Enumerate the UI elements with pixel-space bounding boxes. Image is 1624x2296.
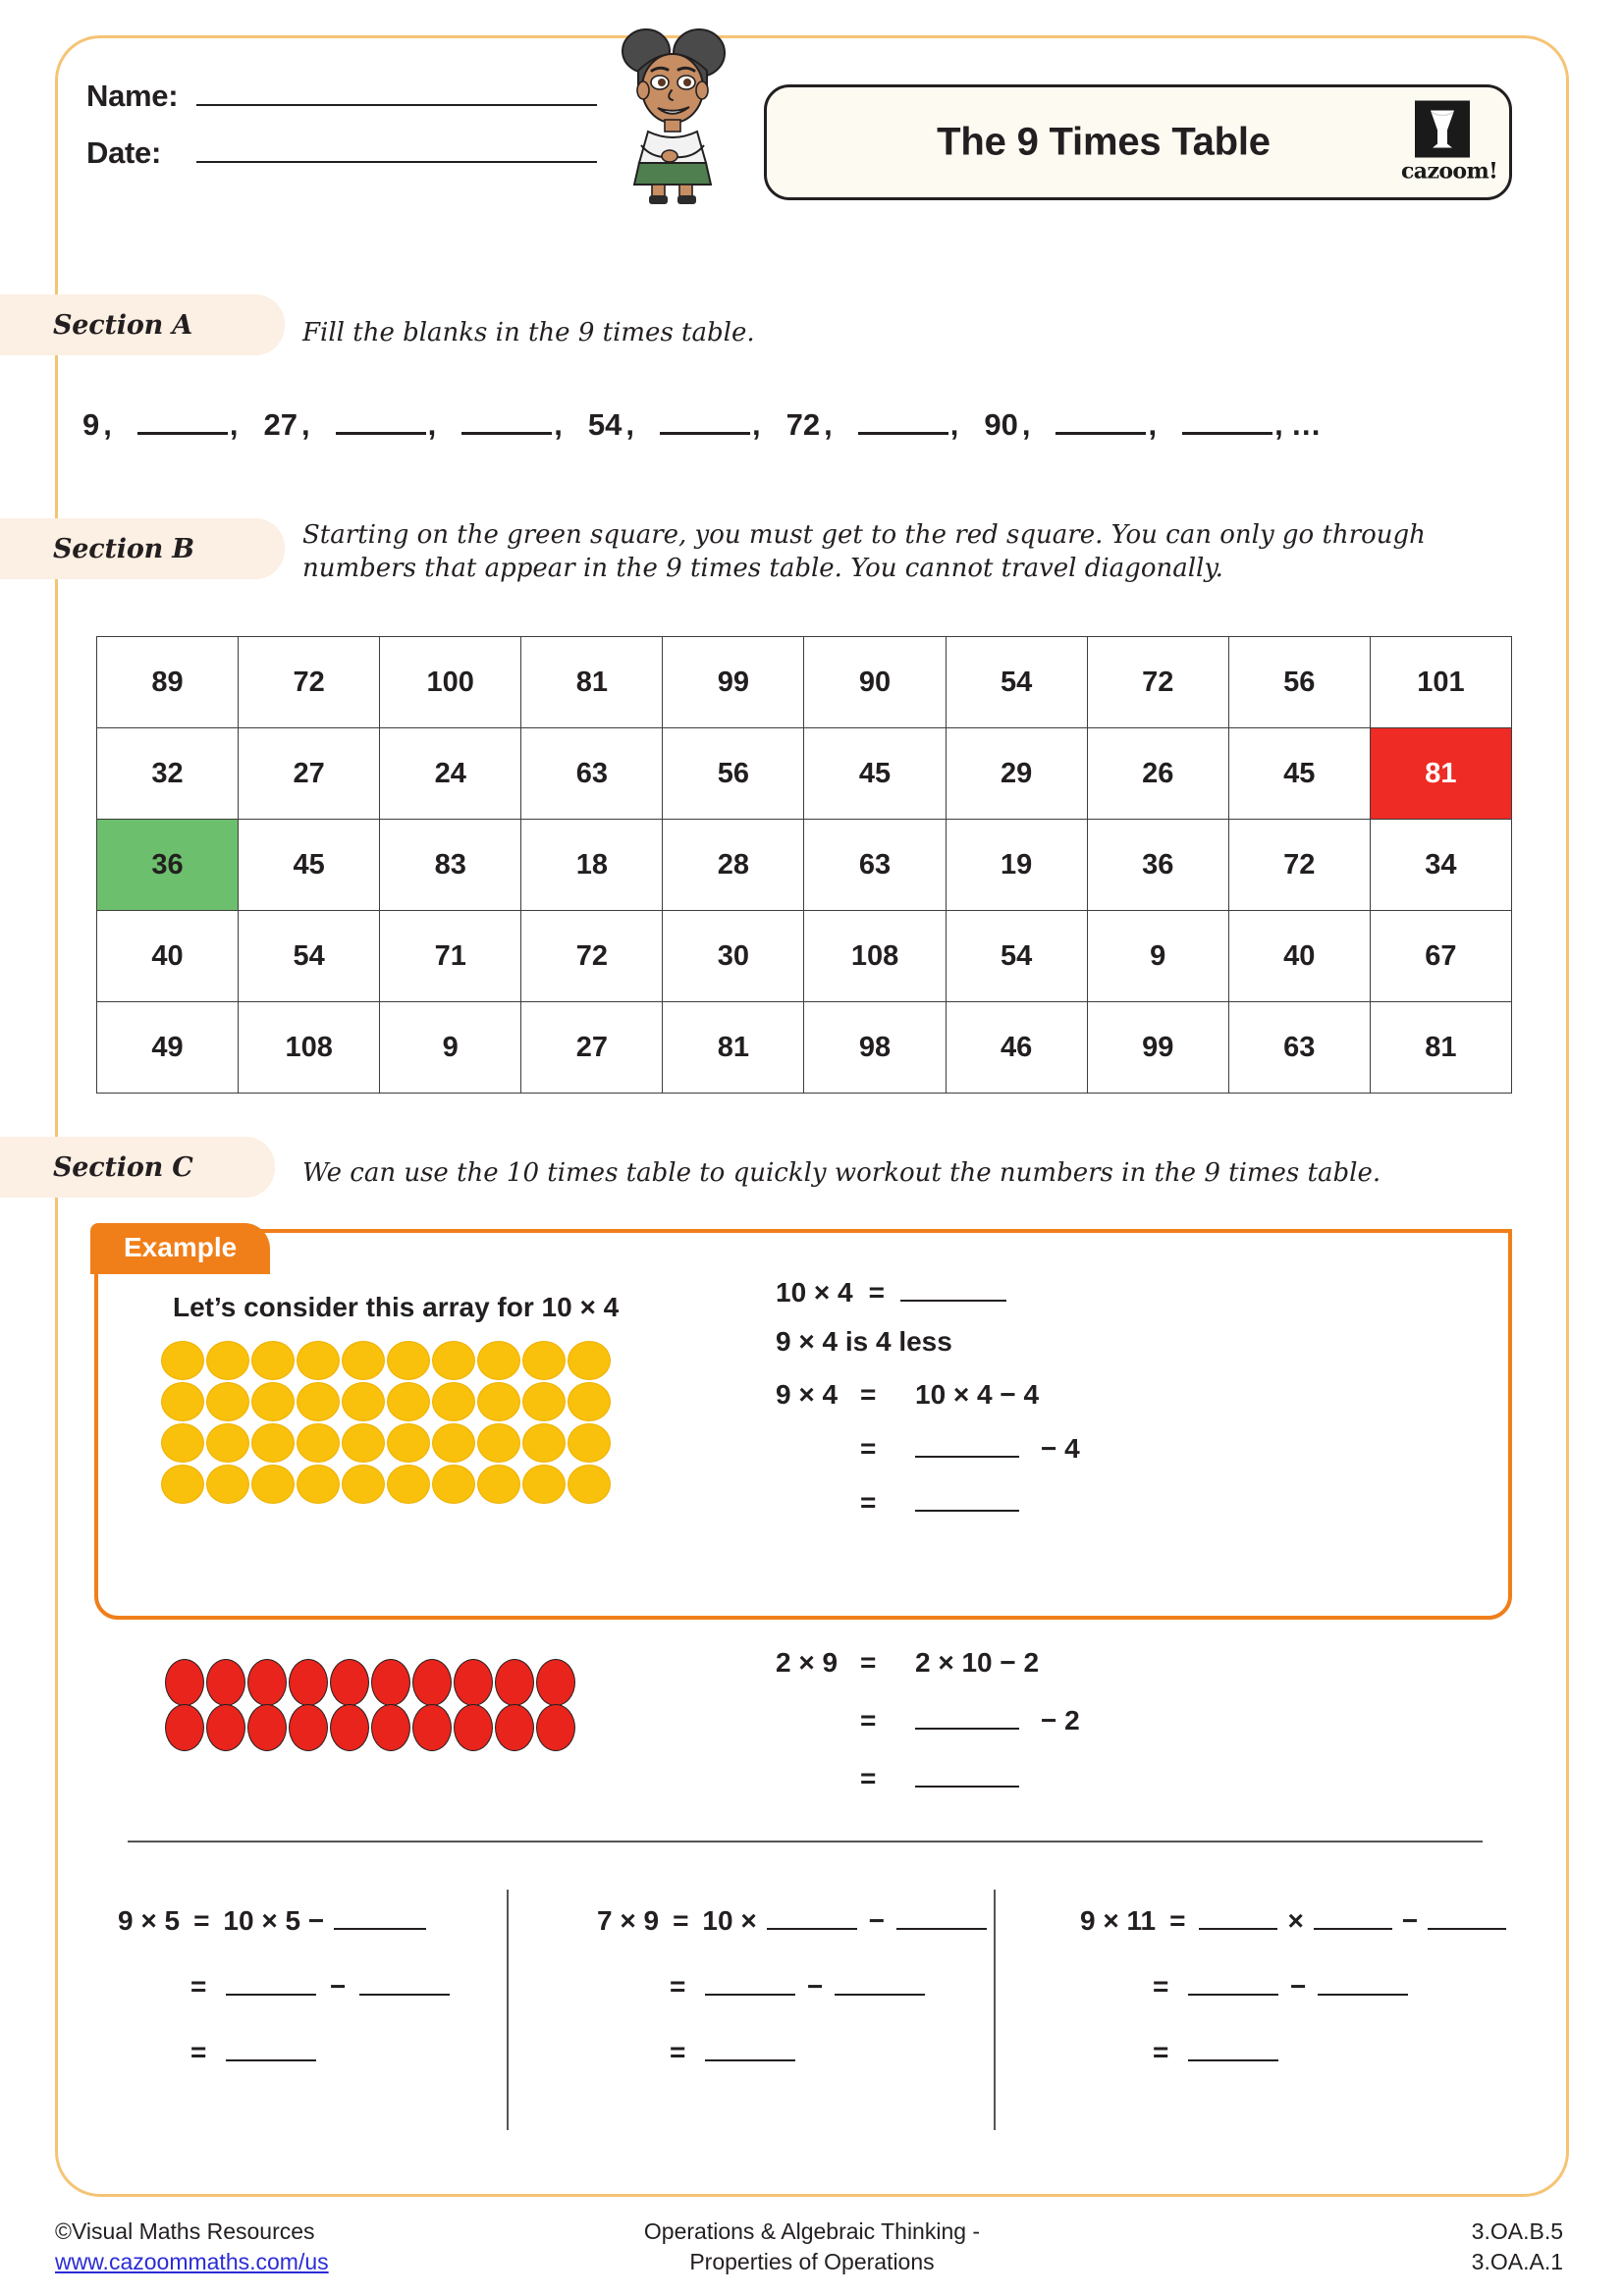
grid-cell[interactable]: 9	[1087, 911, 1228, 1002]
grid-cell[interactable]: 54	[946, 637, 1087, 728]
example-eq-line-4	[776, 1432, 1080, 1465]
grid-cell-start[interactable]: 36	[97, 820, 239, 911]
example-eq3-equals: =	[860, 1379, 877, 1410]
footer-right	[1472, 2216, 1563, 2277]
dot	[342, 1341, 385, 1380]
footer-copyright: ©Visual Maths Resources	[55, 2218, 315, 2244]
exercise-2-blank-e[interactable]	[705, 2036, 795, 2061]
grid-cell[interactable]: 28	[663, 820, 804, 911]
dot	[522, 1382, 566, 1421]
grid-cell[interactable]: 67	[1370, 911, 1511, 1002]
grid-cell[interactable]: 45	[804, 728, 946, 820]
exercise-2-row2-equals: =	[670, 1971, 686, 2002]
grid-cell[interactable]: 26	[1087, 728, 1228, 820]
section-a-pill	[0, 294, 285, 355]
grid-cell[interactable]: 54	[946, 911, 1087, 1002]
exercise-2-line-3	[597, 2036, 987, 2068]
dot	[161, 1465, 204, 1504]
dot	[477, 1341, 520, 1380]
exercise-1-blank-c[interactable]	[359, 1970, 450, 1996]
section-b-pill	[0, 518, 285, 579]
worksheet-footer	[55, 2216, 1569, 2285]
exercise-1-line-2	[118, 1970, 450, 2002]
dot	[454, 1704, 493, 1751]
dot	[206, 1382, 249, 1421]
section-a-prompt: Fill the blanks in the 9 times table.	[302, 318, 755, 347]
footer-standard-line-1: Operations & Algebraic Thinking -	[643, 2218, 981, 2244]
dot-row	[161, 1423, 611, 1463]
exercise-3-row2-equals: =	[1153, 1971, 1169, 2002]
grid-cell[interactable]: 56	[663, 728, 804, 820]
dot	[495, 1704, 534, 1751]
grid-row	[97, 911, 1512, 1002]
grid-cell[interactable]: 72	[1087, 637, 1228, 728]
red-eq-line-2	[776, 1704, 1080, 1736]
seq-blank-11[interactable]	[1182, 406, 1272, 435]
dot	[297, 1382, 340, 1421]
seq-value-0: 9	[82, 407, 100, 442]
exercise-3-row2-minus: −	[1290, 1971, 1307, 2002]
seq-value-7: 72	[785, 407, 821, 442]
exercise-3-blank-e[interactable]	[1318, 1970, 1408, 1996]
example-eq3-rhs: 10 × 4 − 4	[915, 1379, 1040, 1410]
red-dot-array	[165, 1659, 575, 1751]
dot	[412, 1659, 452, 1706]
seq-blank-4[interactable]	[461, 406, 552, 435]
date-row	[86, 135, 597, 171]
date-label: Date:	[86, 135, 162, 170]
dot	[247, 1659, 287, 1706]
exercise-3-line-2	[1080, 1970, 1506, 2002]
grid-cell[interactable]: 9	[380, 1002, 521, 1094]
footer-center	[644, 2216, 980, 2277]
example-eq3-lhs: 9 × 4	[776, 1379, 839, 1410]
dot	[568, 1341, 611, 1380]
grid-cell[interactable]: 54	[239, 911, 380, 1002]
seq-blank-8[interactable]	[858, 406, 948, 435]
dot	[454, 1659, 493, 1706]
grid-cell[interactable]: 72	[1228, 820, 1370, 911]
exercise-3-blank-d[interactable]	[1188, 1970, 1278, 1996]
grid-cell[interactable]: 34	[1370, 820, 1511, 911]
grid-row	[97, 1002, 1512, 1094]
page-title: The 9 Times Table	[937, 120, 1271, 164]
grid-cell[interactable]: 63	[804, 820, 946, 911]
grid-cell[interactable]: 100	[380, 637, 521, 728]
dot	[568, 1382, 611, 1421]
exercise-1-line-3	[118, 2036, 450, 2068]
seq-ellipsis: …	[1290, 407, 1322, 442]
example-eq1-equals: =	[868, 1277, 885, 1308]
dot	[432, 1382, 475, 1421]
section-b-label: Section B	[53, 533, 194, 564]
dot-row	[161, 1465, 611, 1504]
grid-cell[interactable]: 72	[521, 911, 663, 1002]
red-eq1-rhs: 2 × 10 − 2	[915, 1647, 1040, 1678]
red-eq2-equals: =	[860, 1705, 877, 1735]
grid-cell[interactable]: 24	[380, 728, 521, 820]
exercise-3	[1080, 1904, 1506, 2086]
exercise-1-blank-d[interactable]	[226, 2036, 316, 2061]
grid-cell[interactable]: 45	[239, 820, 380, 911]
exercise-1-row2-minus: −	[330, 1971, 347, 2002]
grid-cell[interactable]: 45	[1228, 728, 1370, 820]
dot	[251, 1423, 295, 1463]
exercise-2-blank-c[interactable]	[705, 1970, 795, 1996]
dot	[522, 1423, 566, 1463]
dot	[522, 1465, 566, 1504]
date-input-line[interactable]	[196, 135, 597, 163]
example-eq-line-1	[776, 1276, 1080, 1308]
seq-blank-6[interactable]	[660, 406, 750, 435]
red-eq-line-1	[776, 1647, 1080, 1679]
dot	[432, 1423, 475, 1463]
column-divider-1	[507, 1890, 509, 2130]
cazoom-logo	[1401, 101, 1498, 185]
dot	[342, 1382, 385, 1421]
footer-url[interactable]: www.cazoommaths.com/us	[55, 2249, 329, 2275]
grid-cell[interactable]: 81	[663, 1002, 804, 1094]
exercise-2-blank-d[interactable]	[835, 1970, 925, 1996]
red-eq3-equals: =	[860, 1763, 877, 1793]
dot	[289, 1659, 328, 1706]
dot	[297, 1341, 340, 1380]
array-caption: Let’s consider this array for 10 × 4	[173, 1292, 620, 1322]
example-eq2-text: 9 × 4 is 4 less	[776, 1326, 952, 1357]
grid-row	[97, 637, 1512, 728]
seq-blank-3[interactable]	[336, 406, 426, 435]
name-input-line[interactable]	[196, 79, 597, 106]
exercise-2-blank-a[interactable]	[767, 1904, 857, 1930]
grid-cell[interactable]: 108	[239, 1002, 380, 1094]
exercise-2-rhs-prefix: 10 ×	[702, 1905, 757, 1936]
exercise-3-blank-b[interactable]	[1314, 1904, 1392, 1930]
dot	[568, 1465, 611, 1504]
exercise-1-blank-b[interactable]	[226, 1970, 316, 1996]
exercise-2-row1-minus: −	[868, 1905, 886, 1936]
dot-row	[161, 1341, 611, 1380]
exercise-3-row1-times: ×	[1287, 1905, 1304, 1936]
grid-cell[interactable]: 71	[380, 911, 521, 1002]
section-c-prompt: We can use the 10 times table to quickly workout the numbers in the 9 times table.	[302, 1158, 1381, 1188]
horizontal-divider	[128, 1841, 1483, 1842]
grid-row	[97, 820, 1512, 911]
dot	[342, 1423, 385, 1463]
dot	[522, 1341, 566, 1380]
example-eq5-equals: =	[860, 1487, 877, 1518]
dot	[536, 1704, 575, 1751]
dot	[342, 1465, 385, 1504]
exercise-3-row3-equals: =	[1153, 2037, 1169, 2067]
exercise-3-line-1	[1080, 1904, 1506, 1937]
example-eq-line-3	[776, 1379, 1080, 1411]
example-equation-block	[776, 1276, 1080, 1536]
footer-standard-line-2: Properties of Operations	[689, 2249, 935, 2275]
grid-cell[interactable]: 81	[1370, 1002, 1511, 1094]
dot	[251, 1341, 295, 1380]
dot	[206, 1341, 249, 1380]
exercise-2-line-2	[597, 1970, 987, 2002]
dot	[330, 1659, 369, 1706]
grid-cell[interactable]: 29	[946, 728, 1087, 820]
dot	[536, 1659, 575, 1706]
exercise-1-blank-a[interactable]	[334, 1904, 426, 1930]
grid-cell[interactable]: 63	[521, 728, 663, 820]
exercise-3-row1-minus: −	[1401, 1905, 1419, 1936]
exercise-1-equals: =	[193, 1905, 210, 1936]
title-box	[764, 84, 1512, 200]
section-c-pill	[0, 1137, 275, 1198]
yellow-dot-array	[161, 1341, 611, 1504]
dot	[495, 1659, 534, 1706]
dot	[568, 1423, 611, 1463]
dot	[165, 1704, 204, 1751]
seq-value-5: 54	[587, 407, 623, 442]
grid-cell[interactable]: 90	[804, 637, 946, 728]
dot	[206, 1465, 249, 1504]
grid-cell[interactable]: 46	[946, 1002, 1087, 1094]
grid-cell[interactable]: 40	[1228, 911, 1370, 1002]
exercise-3-lhs: 9 × 11	[1080, 1905, 1157, 1936]
example-eq1-blank[interactable]	[900, 1276, 1006, 1302]
logo-wordmark: cazoom!	[1401, 158, 1498, 185]
name-row	[86, 79, 597, 114]
page-frame	[55, 35, 1569, 2197]
grid-cell[interactable]: 27	[239, 728, 380, 820]
seq-value-9: 90	[984, 407, 1018, 442]
grid-cell[interactable]: 18	[521, 820, 663, 911]
grid-cell[interactable]: 27	[521, 1002, 663, 1094]
example-eq1-lhs: 10 × 4	[776, 1277, 853, 1308]
dot	[432, 1465, 475, 1504]
dot	[477, 1423, 520, 1463]
dot	[387, 1341, 430, 1380]
dot	[387, 1382, 430, 1421]
name-label: Name:	[86, 79, 179, 113]
red-eq1-equals: =	[860, 1647, 877, 1678]
red-eq2-blank[interactable]	[915, 1704, 1019, 1730]
red-eq3-blank[interactable]	[915, 1762, 1019, 1788]
section-a-label: Section A	[53, 309, 193, 341]
grid-cell[interactable]: 36	[1087, 820, 1228, 911]
exercise-1-rhs-prefix: 10 × 5 −	[223, 1905, 325, 1936]
dot	[477, 1382, 520, 1421]
grid-cell[interactable]: 101	[1370, 637, 1511, 728]
dot-row	[161, 1382, 611, 1421]
example-eq4-minus: − 4	[1041, 1433, 1080, 1464]
section-b-prompt: Starting on the green square, you must get to the red square. You can only go through numbers that appear in the 9 times table. You cannot travel diagonally.	[302, 520, 1426, 584]
dot	[289, 1704, 328, 1751]
grid-cell[interactable]: 89	[97, 637, 239, 728]
exercise-1-line-1	[118, 1904, 450, 1937]
dot	[297, 1423, 340, 1463]
dot	[371, 1659, 410, 1706]
grid-cell-end[interactable]: 81	[1370, 728, 1511, 820]
nine-times-table-maze-grid	[96, 636, 1512, 1094]
worksheet-header	[0, 0, 1624, 226]
section-c-label: Section C	[53, 1151, 193, 1183]
dot	[251, 1465, 295, 1504]
grid-cell[interactable]: 108	[804, 911, 946, 1002]
grid-cell[interactable]: 30	[663, 911, 804, 1002]
section-a-sequence: 9 , , 27 , , , 54 , , 72 , , 90 , , , …	[82, 407, 1322, 442]
exercise-1-row3-equals: =	[190, 2037, 207, 2067]
dot	[330, 1704, 369, 1751]
dot	[371, 1704, 410, 1751]
grid-cell[interactable]: 98	[804, 1002, 946, 1094]
exercise-1-row2-equals: =	[190, 1971, 207, 2002]
dot	[387, 1423, 430, 1463]
grid-cell[interactable]: 81	[521, 637, 663, 728]
exercise-1	[118, 1904, 450, 2086]
grid-cell[interactable]: 72	[239, 637, 380, 728]
grid-cell[interactable]: 99	[1087, 1002, 1228, 1094]
exercise-2-equals: =	[673, 1905, 689, 1936]
dot	[412, 1704, 452, 1751]
dot	[161, 1423, 204, 1463]
grid-cell[interactable]: 40	[97, 911, 239, 1002]
exercise-3-blank-f[interactable]	[1188, 2036, 1278, 2061]
dot	[432, 1341, 475, 1380]
dot	[165, 1659, 204, 1706]
seq-blank-1[interactable]	[137, 406, 228, 435]
example-tab-label: Example	[90, 1223, 270, 1274]
exercise-2-lhs: 7 × 9	[597, 1905, 660, 1936]
exercise-3-blank-a[interactable]	[1199, 1904, 1277, 1930]
red-equation-block	[776, 1647, 1080, 1812]
dot	[297, 1465, 340, 1504]
red-eq-line-3	[776, 1762, 1080, 1794]
dot	[161, 1341, 204, 1380]
dot	[247, 1704, 287, 1751]
footer-left	[55, 2216, 329, 2277]
exercise-3-line-3	[1080, 2036, 1506, 2068]
footer-code-1: 3.OA.B.5	[1471, 2218, 1563, 2244]
hourglass-icon	[1415, 101, 1470, 158]
dot	[206, 1423, 249, 1463]
exercise-2	[597, 1904, 987, 2086]
example-eq4-equals: =	[860, 1433, 877, 1464]
footer-code-2: 3.OA.A.1	[1471, 2249, 1563, 2275]
example-eq4-blank[interactable]	[915, 1432, 1019, 1458]
grid-cell[interactable]: 83	[380, 820, 521, 911]
dot	[387, 1465, 430, 1504]
red-eq2-minus: − 2	[1041, 1705, 1080, 1735]
name-date-block	[86, 79, 597, 192]
student-avatar-icon	[609, 26, 736, 204]
grid-cell[interactable]: 19	[946, 820, 1087, 911]
exercise-2-blank-b[interactable]	[896, 1904, 987, 1930]
grid-cell[interactable]: 49	[97, 1002, 239, 1094]
dot	[477, 1465, 520, 1504]
example-eq5-blank[interactable]	[915, 1486, 1019, 1512]
red-eq1-lhs: 2 × 9	[776, 1647, 839, 1678]
exercise-3-blank-c[interactable]	[1428, 1904, 1506, 1930]
example-eq-line-2	[776, 1326, 1080, 1358]
dot	[251, 1382, 295, 1421]
grid-row	[97, 728, 1512, 820]
grid-cell[interactable]: 63	[1228, 1002, 1370, 1094]
example-eq-line-5	[776, 1486, 1080, 1519]
dot	[161, 1382, 204, 1421]
grid-cell[interactable]: 99	[663, 637, 804, 728]
grid-cell[interactable]: 32	[97, 728, 239, 820]
exercise-2-row3-equals: =	[670, 2037, 686, 2067]
dot-row	[165, 1704, 575, 1751]
dot	[206, 1704, 245, 1751]
exercise-3-equals: =	[1169, 1905, 1186, 1936]
seq-blank-10[interactable]	[1056, 406, 1146, 435]
exercise-1-lhs: 9 × 5	[118, 1905, 181, 1936]
grid-cell[interactable]: 56	[1228, 637, 1370, 728]
dot-row	[165, 1659, 575, 1706]
dot	[206, 1659, 245, 1706]
exercise-2-line-1	[597, 1904, 987, 1937]
column-divider-2	[994, 1890, 996, 2130]
exercise-2-row2-minus: −	[807, 1971, 824, 2002]
seq-value-2: 27	[263, 407, 298, 442]
